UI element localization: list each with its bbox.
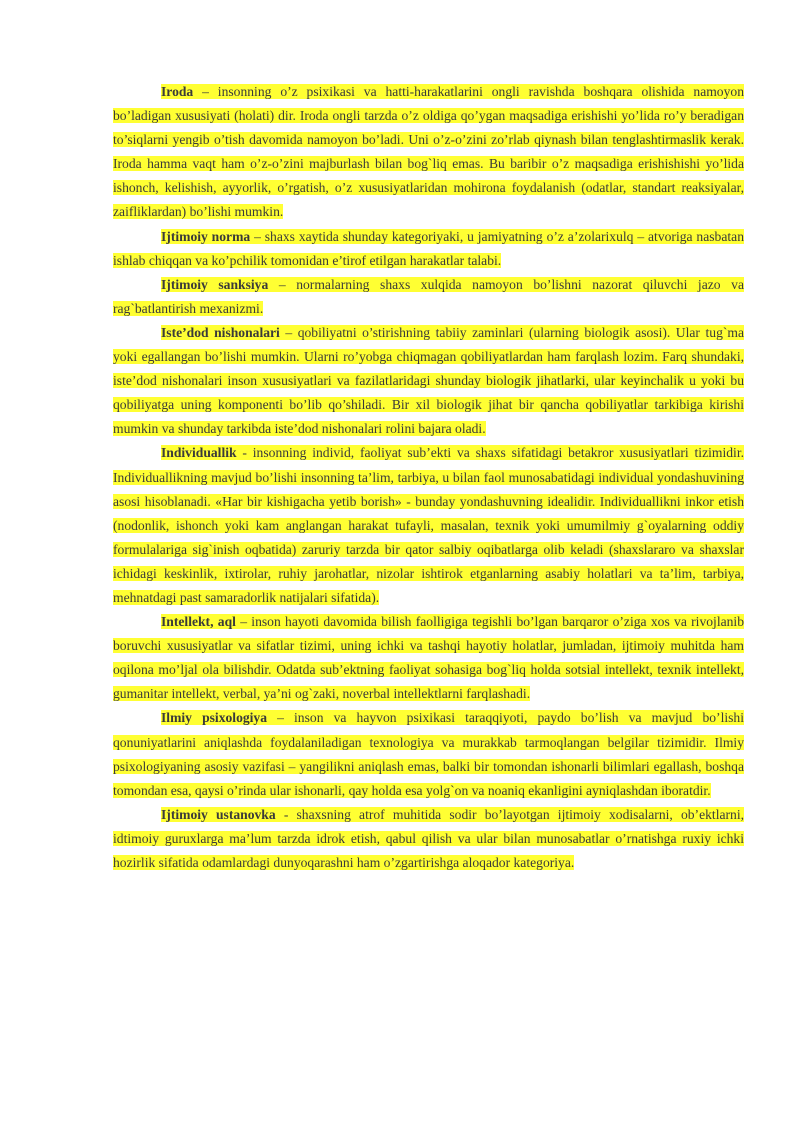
- term-individuallik: Individuallik: [161, 445, 237, 461]
- definition-paragraph: [113, 80, 744, 225]
- term-iroda: Iroda: [161, 84, 194, 99]
- definition-paragraph: [113, 441, 744, 610]
- term-ijtimoiy-ustanovka: Ijtimoiy ustanovka: [161, 806, 276, 822]
- document-page: [113, 80, 744, 875]
- highlighted-text: [113, 325, 744, 436]
- definition-paragraph: [113, 803, 744, 875]
- term-intellekt-aql: Intellekt, aql: [161, 614, 236, 630]
- definition-paragraph: [113, 321, 744, 441]
- highlighted-text: [113, 84, 744, 219]
- definition-iroda: – insonning o’z psixikasi va hatti-harakatlarini ongli ravishda boshqara olishida namoyon bo’ladigan xususiyati (holati) dir. Iroda ongli tarzda o’z oldiga qo’ygan maqsadiga erishishi yo’lida ro’y beradigan to’siqlarni yengib o’tish davomida namoyon bo’ladi. Uni o’z-o’zini zo’rlab qiynash bilan tenglashtirmaslik kerak. Iroda hamma vaqt ham o’z-o’zini majburlash bilan bog`liq emas. Bu baribir o’z maqsadiga erishishishi yo’lida ishonch, kelishish, ayyorlik, o’rgatish, o’z xususiyatlaridan mohirona foydalanish (odatlar, standart reaksiyalar, zaifliklardan) bo’lishi mumkin.: [113, 84, 744, 220]
- highlighted-text: [113, 710, 744, 797]
- definition-intellekt-aql: – inson hayoti davomida bilish faolligiga tegishli bo’lgan barqaror o’ziga xos va rivojlanib boruvchi xususiyatlar va sifatlar tizimi, uning ichki va tashqi hayotiy holatlar, jumladan, ijtimoiy muhitda ham oqilona mo’ljal ola bilishdir. Odatda sub’ektning faoliyat sohasiga bog`liq holda sotsial intellekt, texnik intellekt, gumanitar intellekt, verbal, ya’ni og`zaki, noverbal intellektlarni farqlashadi.: [113, 614, 745, 702]
- term-istedod-nishonalari: Iste’dod nishonalari: [161, 324, 280, 340]
- definition-ijtimoiy-sanksiya: – normalarning shaxs xulqida namoyon bo’lishni nazorat qiluvchi jazo va rag`batlantirish mexanizmi.: [113, 276, 744, 316]
- definition-paragraph: [113, 273, 744, 321]
- term-ilmiy-psixologiya: Ilmiy psixologiya: [161, 710, 268, 726]
- highlighted-text: [113, 277, 744, 316]
- definition-paragraph: [113, 225, 744, 273]
- definition-ijtimoiy-norma: – shaxs xaytida shunday kategoriyaki, u jamiyatning o’z a’zolarixulq – atvoriga nasbatan ishlab chiqqan va ko’pchilik tomonidan e’tirof etilgan harakatlar talabi.: [113, 228, 744, 268]
- definition-istedod-nishonalari: – qobiliyatni o’stirishning tabiiy zaminlari (ularning biologik asosi). Ular tug`ma yoki egallangan bo’lishi mumkin. Ularni ro’yobga chiqmagan qobiliyatlardan ham farqlash lozim. Farq shundaki, iste’dod nishonalari inson xususiyatlari va fazilatlaridagi shunday biologik jihatlarki, ular keyinchalik u yoki bu qobiliyatga uning komponenti bo’lib qo’shiladi. Bir xil biologik jihat bir qancha qobiliyatlar tarkibiga kirishi mumkin va shunday tarkibda iste’dod nishonalari rolini bajara oladi.: [113, 324, 744, 437]
- term-ijtimoiy-norma: Ijtimoiy norma: [161, 228, 251, 244]
- definition-paragraph: [113, 610, 744, 706]
- definition-individuallik: - insonning individ, faoliyat sub’ekti va shaxs sifatidagi betakror xususiyatlari tizimidir. Individuallikning mavjud bo’lishi insonning ta’lim, tarbiya, u bilan faol munosabatidagi individual yondashuvining asosi hisoblanadi. «Har bir kishigacha yetib borish» - bunday yondashuvning idealidir. Individuallikni inkor etish (nodonlik, ishonch yoki kam anglangan harakat tufayli, masalan, texnik yoki umumilmiy g`oyalarning oddiy formulalariga sig`inish oqbatida) zaruriy tarzda bir qator salbiy oqibatlarga olib keladi (shaxslararo va shaxslar ichidagi keskinlik, ixtirolar, ruhiy jarohatlar, nizolar ishtirok etganlarning asabiy holatlari va ta’lim, tarbiya, mehnatdagi past samaradorlik natijalari sifatida).: [113, 445, 744, 605]
- highlighted-text: [113, 614, 744, 701]
- highlighted-text: [113, 807, 744, 870]
- term-ijtimoiy-sanksiya: Ijtimoiy sanksiya: [161, 276, 269, 292]
- definition-paragraph: [113, 706, 744, 802]
- definition-ijtimoiy-ustanovka: - shaxsning atrof muhitida sodir bo’layotgan ijtimoiy xodisalarni, ob’ektlarni, idtimoiy guruxlarga ma’lum tarzda idrok etish, qabul qilish va ular bilan munosabatlar o’rnatishga ruxiy ichki hozirlik sifatida odamlardagi dunyoqarashni ham o’zgartirishga aloqador kategoriya.: [113, 806, 745, 870]
- highlighted-text: [113, 445, 744, 605]
- highlighted-text: [113, 229, 744, 268]
- definition-ilmiy-psixologiya: – inson va hayvon psixikasi taraqqiyoti, paydo bo’lish va mavjud bo’lishi qonuniyatlarini aniqlashda foydalaniladigan texnologiya va murakkab tarmoqlangan belgilar tizimidir. Ilmiy psixologiyaning asosiy vazifasi – yangilikni aniqlash emas, balki bir tomondan ishonarli bilimlari egallash, boshqa tomondan esa, qaysi o’rinda ular ishonarli, qay holda esa yolg`on va noaniq ekanligini ayniqlashdan iboratdir.: [113, 710, 744, 798]
